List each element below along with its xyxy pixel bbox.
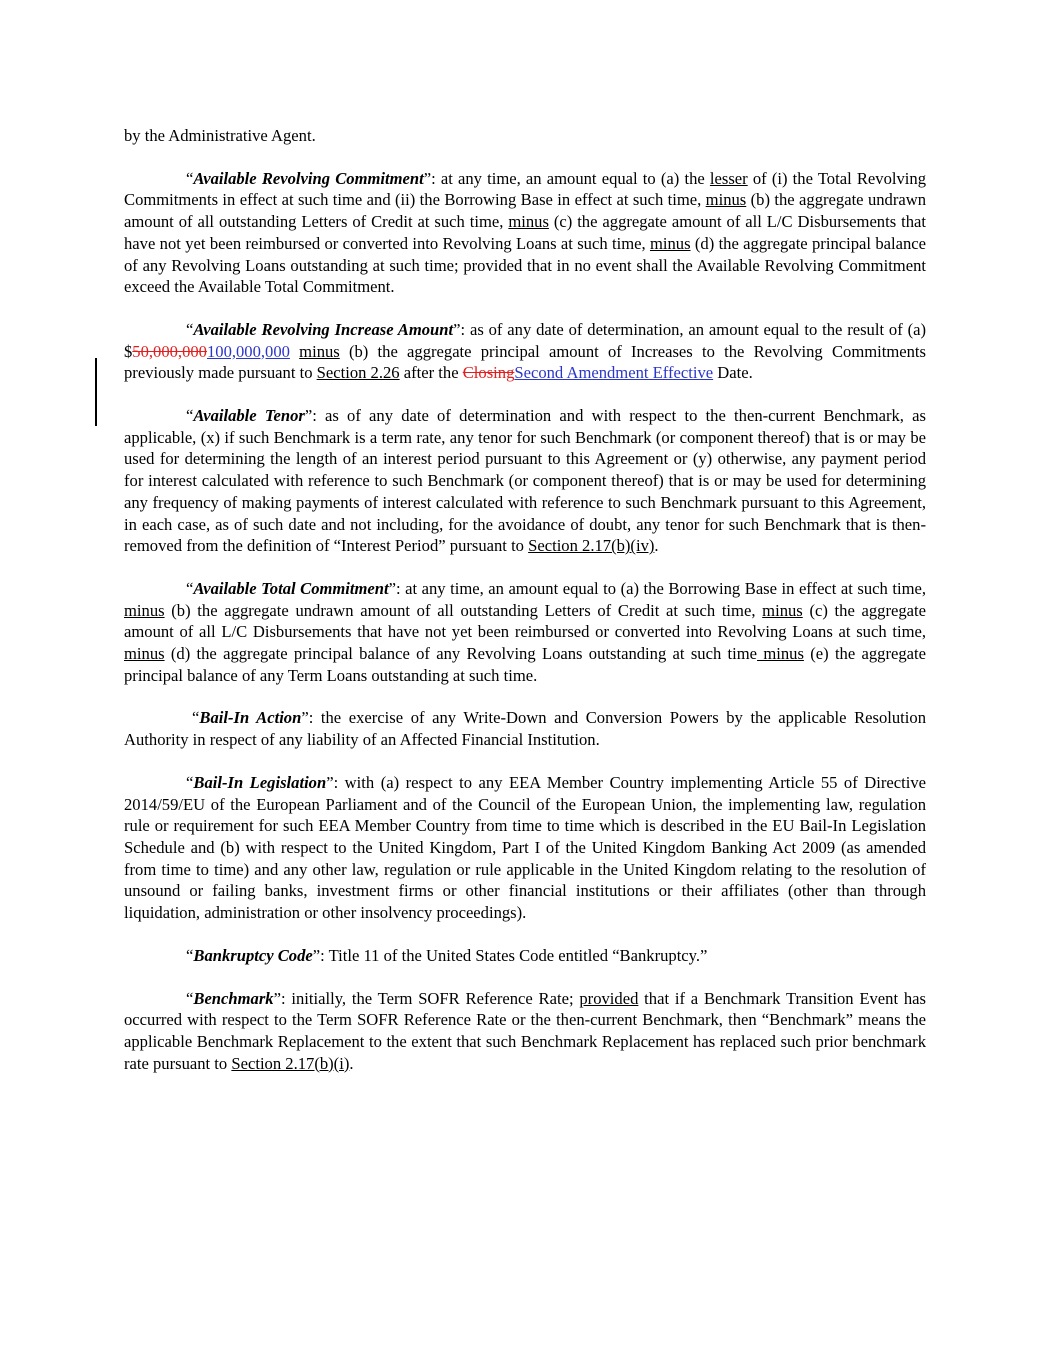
inserted-text: 100,000,000 xyxy=(206,341,290,361)
underlined-word: minus xyxy=(649,233,691,253)
section-reference: Section 2.26 xyxy=(316,363,400,383)
section-reference: Section 2.17(b)(i) xyxy=(231,1053,350,1073)
defined-term: Available Revolving Commitment xyxy=(193,168,424,188)
defined-term: Bail-In Legislation xyxy=(193,772,327,792)
underlined-word: lesser xyxy=(709,168,748,188)
document-page xyxy=(124,125,926,1095)
underlined-word: provided xyxy=(579,988,639,1008)
defined-term: Available Tenor xyxy=(193,406,305,426)
defined-term: Bail-In Action xyxy=(199,708,302,728)
intro-line: by the Administrative Agent. xyxy=(124,126,316,145)
defined-term: Bankruptcy Code xyxy=(193,945,313,965)
underlined-word: minus xyxy=(299,341,340,361)
underlined-word: minus xyxy=(757,644,804,664)
defined-term: Available Revolving Increase Amount xyxy=(193,319,454,339)
definition-available-tenor: “Available Tenor”: as of any date of determination and with respect to the then-current Benchmark, as applicable, (x) if such Benchmark is a term rate, any tenor for such Benchmark (or component thereof) that is or may be used for determining the length of an interest period pursuant to this Agreement or (y) otherwise, any payment period for interest calculated with reference to such Benchmark (or component thereof) that is or may be used for determining any frequency of making payments of interest calculated with reference to such Benchmark pursuant to this Agreement, in each case, as of such date and not including, for the avoidance of doubt, any tenor for such Benchmark that is then-removed from the definition of “Interest Period” pursuant to Section 2.17(b)(iv). xyxy=(124,406,926,556)
defined-term: Available Total Commitment xyxy=(193,578,389,598)
underlined-word: minus xyxy=(124,644,165,664)
underlined-word: minus xyxy=(508,212,549,232)
deleted-text: 50,000,000 xyxy=(132,341,207,361)
definition-bail-in-legislation: “Bail-In Legislation”: with (a) respect to any EEA Member Country implementing Article 55 of Directive 2014/59/EU of the European Parliament and of the Council of the European Union, the implementing law, regulation rule or requirement for such EEA Member Country from time to time which is described in the EU Bail-In Legislation Schedule and (b) with respect to the United Kingdom, Part I of the United Kingdom Banking Act 2009 (as amended from time to time) and any other law, regulation or rule applicable in the United Kingdom relating to the resolution of unsound or failing banks, investment firms or other financial institutions or their affiliates (other than through liquidation, administration or other insolvency proceedings). xyxy=(124,772,926,923)
underlined-word: minus xyxy=(762,600,803,620)
definition-bankruptcy-code: “Bankruptcy Code”: Title 11 of the United States Code entitled “Bankruptcy.” xyxy=(186,945,708,965)
deleted-text: Closing xyxy=(462,363,515,383)
underlined-word: minus xyxy=(124,600,165,620)
underlined-word: minus xyxy=(705,190,747,210)
definition-available-revolving-commitment: “Available Revolving Commitment”: at any time, an amount equal to (a) the lesser of (i) the Total Revolving Commitments in effect at such time and (ii) the Borrowing Base in effect at such time, minus (b) the aggregate undrawn amount of all outstanding Letters of Credit at such time, minus (c) the aggregate amount of all L/C Disbursements that have not yet been reimbursed or converted into Revolving Loans at such time, minus (d) the aggregate principal balance of any Revolving Loans outstanding at such time; provided that in no event shall the Available Revolving Commitment exceed the Available Total Commitment. xyxy=(124,168,927,297)
definition-benchmark: “Benchmark”: initially, the Term SOFR Reference Rate; provided that if a Benchmark Transition Event has occurred with respect to the Term SOFR Reference Rate or the then-current Benchmark, then “Benchmark” means the applicable Benchmark Replacement to the extent that such Benchmark Replacement has replaced such prior benchmark rate pursuant to Section 2.17(b)(i). xyxy=(124,988,926,1073)
revision-change-bar xyxy=(95,358,97,426)
inserted-text: Second Amendment Effective xyxy=(514,363,714,383)
definition-bail-in-action: “Bail-In Action”: the exercise of any Write-Down and Conversion Powers by the applicable Resolution Authority in respect of any liability of an Affected Financial Institution. xyxy=(124,708,926,750)
section-reference: Section 2.17(b)(iv) xyxy=(528,536,655,556)
definition-available-revolving-increase-amount: “Available Revolving Increase Amount”: as of any date of determination, an amount equal to the result of (a) $50,000,000100,000,000 minus (b) the aggregate principal amount of Increases to the Revolving Commitments previously made pursuant to Section 2.26 after the ClosingSecond Amendment Effective Date. xyxy=(124,319,927,383)
defined-term: Benchmark xyxy=(193,988,274,1008)
definition-available-total-commitment: “Available Total Commitment”: at any time, an amount equal to (a) the Borrowing Base in effect at such time, minus (b) the aggregate undrawn amount of all outstanding Letters of Credit at such time, minus (c) the aggregate amount of all L/C Disbursements that have not yet been reimbursed or converted into Revolving Loans at such time, minus (d) the aggregate principal balance of any Revolving Loans outstanding at such time minus (e) the aggregate principal balance of any Term Loans outstanding at such time. xyxy=(124,578,927,685)
